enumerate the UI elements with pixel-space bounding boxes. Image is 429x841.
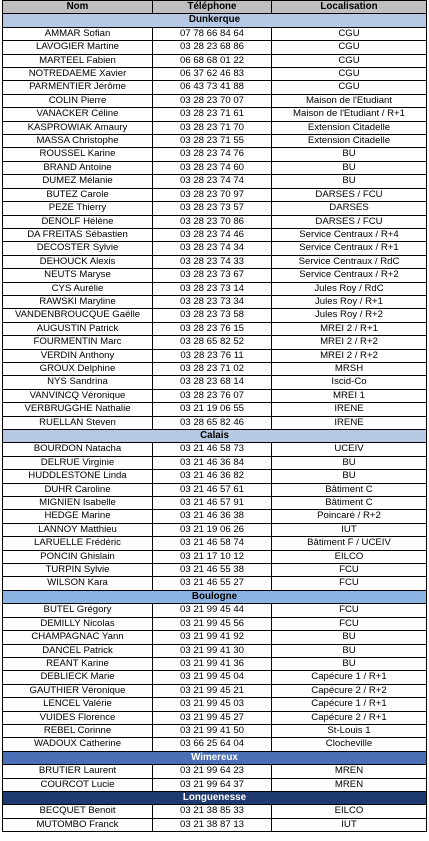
cell-nom: COURCOT Lucie <box>3 778 153 791</box>
cell-localisation: BU <box>272 161 427 174</box>
cell-nom: DA FREITAS Sébastien <box>3 228 153 241</box>
table-row <box>3 684 427 697</box>
cell-localisation: FCU <box>272 564 427 577</box>
cell-localisation: BU <box>272 148 427 161</box>
cell-localisation: FCU <box>272 577 427 590</box>
table-row <box>3 456 427 469</box>
cell-telephone: 03 21 99 45 21 <box>153 684 272 697</box>
cell-telephone: 03 21 19 06 55 <box>153 403 272 416</box>
cell-telephone: 03 21 17 10 12 <box>153 550 272 563</box>
table-row <box>3 698 427 711</box>
table-row <box>3 644 427 657</box>
table-row <box>3 295 427 308</box>
table-row <box>3 322 427 335</box>
cell-nom: AMMAR Sofian <box>3 27 153 40</box>
cell-telephone: 03 21 99 41 30 <box>153 644 272 657</box>
table-row <box>3 497 427 510</box>
table-row <box>3 135 427 148</box>
cell-localisation: Jules Roy / R+2 <box>272 309 427 322</box>
section-row <box>3 590 427 603</box>
cell-nom: LARUELLE Frédéric <box>3 537 153 550</box>
cell-localisation: Capécure 2 / R+2 <box>272 684 427 697</box>
table-row <box>3 805 427 818</box>
table-row <box>3 738 427 751</box>
table-row <box>3 376 427 389</box>
cell-nom: BRUTIER Laurent <box>3 765 153 778</box>
cell-telephone: 06 43 73 41 88 <box>153 81 272 94</box>
table-row <box>3 349 427 362</box>
cell-localisation: CGU <box>272 27 427 40</box>
cell-nom: DENOLF Hélène <box>3 215 153 228</box>
cell-nom: BOURDON Natacha <box>3 443 153 456</box>
table-row <box>3 148 427 161</box>
cell-nom: DECOSTER Sylvie <box>3 242 153 255</box>
cell-nom: MIGNIEN Isabelle <box>3 497 153 510</box>
cell-telephone: 03 28 23 71 55 <box>153 135 272 148</box>
cell-localisation: Iscid-Co <box>272 376 427 389</box>
cell-nom: BUTEZ Carole <box>3 188 153 201</box>
table-row <box>3 108 427 121</box>
table-row <box>3 188 427 201</box>
cell-localisation: BU <box>272 175 427 188</box>
table-row <box>3 68 427 81</box>
cell-nom: NYS Sandrina <box>3 376 153 389</box>
cell-nom: GROUX Delphine <box>3 362 153 375</box>
cell-telephone: 03 28 23 74 60 <box>153 161 272 174</box>
section-title: Calais <box>3 430 427 443</box>
cell-telephone: 03 28 23 73 58 <box>153 309 272 322</box>
table-row <box>3 228 427 241</box>
table-row <box>3 604 427 617</box>
cell-localisation: MREI 1 <box>272 389 427 402</box>
cell-telephone: 03 28 23 70 97 <box>153 188 272 201</box>
cell-localisation: IUT <box>272 818 427 831</box>
header-nom: Nom <box>3 1 153 14</box>
cell-nom: VUIDES Florence <box>3 711 153 724</box>
cell-nom: MARTEEL Fabien <box>3 54 153 67</box>
cell-nom: TURPIN Sylvie <box>3 564 153 577</box>
cell-localisation: BU <box>272 657 427 670</box>
cell-telephone: 03 21 99 45 27 <box>153 711 272 724</box>
cell-telephone: 06 68 68 01 22 <box>153 54 272 67</box>
cell-localisation: Jules Roy / RdC <box>272 282 427 295</box>
cell-localisation: Bâtiment C <box>272 497 427 510</box>
table-row <box>3 564 427 577</box>
cell-nom: VANACKER Céline <box>3 108 153 121</box>
cell-telephone: 03 28 23 68 86 <box>153 41 272 54</box>
table-row <box>3 54 427 67</box>
cell-localisation: MREI 2 / R+1 <box>272 322 427 335</box>
cell-nom: WILSON Kara <box>3 577 153 590</box>
table-row <box>3 577 427 590</box>
cell-nom: DEHOUCK Alexis <box>3 255 153 268</box>
table-row <box>3 550 427 563</box>
cell-telephone: 03 28 23 73 14 <box>153 282 272 295</box>
cell-nom: VANVINCQ Véronique <box>3 389 153 402</box>
section-title: Dunkerque <box>3 14 427 27</box>
cell-localisation: CGU <box>272 68 427 81</box>
cell-telephone: 03 28 23 71 02 <box>153 362 272 375</box>
cell-nom: PEZE Thierry <box>3 202 153 215</box>
cell-localisation: MREN <box>272 765 427 778</box>
cell-telephone: 03 28 23 74 34 <box>153 242 272 255</box>
cell-telephone: 03 28 23 74 46 <box>153 228 272 241</box>
cell-nom: MASSA Christophe <box>3 135 153 148</box>
cell-localisation: Service Centraux / R+1 <box>272 242 427 255</box>
table-row <box>3 161 427 174</box>
cell-telephone: 03 28 23 70 07 <box>153 94 272 107</box>
table-row <box>3 537 427 550</box>
cell-nom: BECQUET Benoit <box>3 805 153 818</box>
cell-localisation: CGU <box>272 41 427 54</box>
table-body <box>3 14 427 832</box>
cell-telephone: 03 21 46 57 61 <box>153 483 272 496</box>
cell-telephone: 03 66 25 64 04 <box>153 738 272 751</box>
table-row <box>3 711 427 724</box>
cell-nom: WADOUX Catherine <box>3 738 153 751</box>
cell-nom: DUMEZ Mélanie <box>3 175 153 188</box>
cell-localisation: Capécure 1 / R+1 <box>272 671 427 684</box>
cell-localisation: Maison de l'Etudiant <box>272 94 427 107</box>
cell-telephone: 03 21 46 55 38 <box>153 564 272 577</box>
header-localisation: Localisation <box>272 1 427 14</box>
cell-telephone: 03 28 23 73 57 <box>153 202 272 215</box>
cell-telephone: 03 28 23 71 70 <box>153 121 272 134</box>
cell-nom: DELRUE Virginie <box>3 456 153 469</box>
section-row <box>3 751 427 764</box>
table-row <box>3 269 427 282</box>
cell-nom: LENCEL Valérie <box>3 698 153 711</box>
table-row <box>3 724 427 737</box>
table-row <box>3 242 427 255</box>
table-row <box>3 175 427 188</box>
table-row <box>3 41 427 54</box>
section-row <box>3 430 427 443</box>
cell-nom: HUDDLESTONE Linda <box>3 470 153 483</box>
table-row <box>3 470 427 483</box>
cell-telephone: 07 78 66 84 64 <box>153 27 272 40</box>
cell-nom: GAUTHIER Véronique <box>3 684 153 697</box>
cell-nom: DEMILLY Nicolas <box>3 617 153 630</box>
cell-localisation: EILCO <box>272 805 427 818</box>
header-row <box>3 1 427 14</box>
cell-localisation: IRENE <box>272 416 427 429</box>
cell-nom: MUTOMBO Franck <box>3 818 153 831</box>
table-row <box>3 121 427 134</box>
table-row <box>3 255 427 268</box>
table-row <box>3 778 427 791</box>
cell-telephone: 03 28 23 73 67 <box>153 269 272 282</box>
table-row <box>3 81 427 94</box>
cell-telephone: 03 21 46 55 27 <box>153 577 272 590</box>
cell-nom: REBEL Corinne <box>3 724 153 737</box>
cell-nom: NOTREDAEME Xavier <box>3 68 153 81</box>
cell-nom: DUHR Caroline <box>3 483 153 496</box>
cell-localisation: Capécure 1 / R+1 <box>272 698 427 711</box>
cell-telephone: 03 21 99 45 03 <box>153 698 272 711</box>
cell-localisation: UCEIV <box>272 443 427 456</box>
cell-nom: BRAND Antoine <box>3 161 153 174</box>
table-row <box>3 443 427 456</box>
cell-localisation: DARSES <box>272 202 427 215</box>
table-row <box>3 94 427 107</box>
cell-localisation: Capécure 2 / R+1 <box>272 711 427 724</box>
cell-telephone: 03 21 46 36 84 <box>153 456 272 469</box>
table-row <box>3 202 427 215</box>
table-row <box>3 483 427 496</box>
cell-localisation: Bâtiment F / UCEIV <box>272 537 427 550</box>
cell-telephone: 03 28 23 74 74 <box>153 175 272 188</box>
table-row <box>3 362 427 375</box>
cell-localisation: IRENE <box>272 403 427 416</box>
section-row <box>3 791 427 804</box>
cell-localisation: EILCO <box>272 550 427 563</box>
contact-table <box>2 0 427 832</box>
cell-localisation: Bâtiment C <box>272 483 427 496</box>
table-row <box>3 510 427 523</box>
cell-localisation: Jules Roy / R+1 <box>272 295 427 308</box>
cell-telephone: 03 21 99 45 04 <box>153 671 272 684</box>
cell-nom: PONCIN Ghislain <box>3 550 153 563</box>
cell-localisation: CGU <box>272 81 427 94</box>
table-row <box>3 336 427 349</box>
cell-localisation: FCU <box>272 604 427 617</box>
cell-nom: REANT Karine <box>3 657 153 670</box>
cell-localisation: BU <box>272 470 427 483</box>
cell-localisation: Service Centraux / RdC <box>272 255 427 268</box>
table-row <box>3 309 427 322</box>
cell-nom: CHAMPAGNAC Yann <box>3 631 153 644</box>
table-row <box>3 215 427 228</box>
cell-telephone: 03 28 23 76 15 <box>153 322 272 335</box>
cell-nom: LANNOY Matthieu <box>3 523 153 536</box>
cell-localisation: BU <box>272 644 427 657</box>
cell-localisation: BU <box>272 456 427 469</box>
cell-localisation: MREI 2 / R+2 <box>272 349 427 362</box>
cell-localisation: BU <box>272 631 427 644</box>
section-title: Longuenesse <box>3 791 427 804</box>
cell-localisation: Service Centraux / R+4 <box>272 228 427 241</box>
cell-nom: VANDENBROUCQUE Gaëlle <box>3 309 153 322</box>
cell-telephone: 03 28 23 76 07 <box>153 389 272 402</box>
cell-nom: NEUTS Maryse <box>3 269 153 282</box>
cell-telephone: 03 28 23 74 33 <box>153 255 272 268</box>
cell-nom: AUGUSTIN Patrick <box>3 322 153 335</box>
cell-localisation: MREN <box>272 778 427 791</box>
table-row <box>3 818 427 831</box>
cell-localisation: Poincaré / R+2 <box>272 510 427 523</box>
table-row <box>3 27 427 40</box>
cell-nom: ROUSSEL Karine <box>3 148 153 161</box>
cell-localisation: FCU <box>272 617 427 630</box>
cell-nom: HEDGE Marine <box>3 510 153 523</box>
table-row <box>3 631 427 644</box>
cell-telephone: 03 28 65 82 52 <box>153 336 272 349</box>
cell-telephone: 03 28 23 73 34 <box>153 295 272 308</box>
table-row <box>3 765 427 778</box>
cell-nom: FOURMENTIN Marc <box>3 336 153 349</box>
table-row <box>3 617 427 630</box>
cell-telephone: 03 21 99 41 36 <box>153 657 272 670</box>
cell-localisation: IUT <box>272 523 427 536</box>
cell-nom: BUTEL Grégory <box>3 604 153 617</box>
table-row <box>3 389 427 402</box>
section-row <box>3 14 427 27</box>
section-title: Wimereux <box>3 751 427 764</box>
cell-localisation: Extension Citadelle <box>272 121 427 134</box>
cell-telephone: 03 21 99 64 23 <box>153 765 272 778</box>
cell-telephone: 03 21 38 87 13 <box>153 818 272 831</box>
cell-nom: DEBLIECK Marie <box>3 671 153 684</box>
cell-localisation: Service Centraux / R+2 <box>272 269 427 282</box>
cell-telephone: 03 21 38 85 33 <box>153 805 272 818</box>
cell-localisation: DARSES / FCU <box>272 215 427 228</box>
cell-telephone: 03 21 99 41 92 <box>153 631 272 644</box>
cell-localisation: Maison de l'Etudiant / R+1 <box>272 108 427 121</box>
cell-telephone: 03 21 99 45 56 <box>153 617 272 630</box>
cell-nom: RUELLAN Steven <box>3 416 153 429</box>
cell-telephone: 03 21 46 58 73 <box>153 443 272 456</box>
table-row <box>3 671 427 684</box>
cell-nom: VERBRUGGHE Nathalie <box>3 403 153 416</box>
cell-telephone: 03 21 46 58 74 <box>153 537 272 550</box>
cell-nom: PARMENTIER Jérôme <box>3 81 153 94</box>
cell-nom: LAVOGIER Martine <box>3 41 153 54</box>
cell-telephone: 03 28 65 82 46 <box>153 416 272 429</box>
cell-localisation: Extension Citadelle <box>272 135 427 148</box>
cell-localisation: MREI 2 / R+2 <box>272 336 427 349</box>
cell-localisation: DARSES / FCU <box>272 188 427 201</box>
cell-telephone: 03 21 46 36 38 <box>153 510 272 523</box>
cell-telephone: 03 21 19 06 26 <box>153 523 272 536</box>
cell-nom: COLIN Pierre <box>3 94 153 107</box>
cell-telephone: 03 28 23 71 61 <box>153 108 272 121</box>
cell-telephone: 06 37 62 46 83 <box>153 68 272 81</box>
cell-telephone: 03 28 23 68 14 <box>153 376 272 389</box>
cell-telephone: 03 21 99 41 50 <box>153 724 272 737</box>
cell-telephone: 03 21 99 64 37 <box>153 778 272 791</box>
header-telephone: Téléphone <box>153 1 272 14</box>
cell-telephone: 03 21 46 36 82 <box>153 470 272 483</box>
cell-nom: VERDIN Anthony <box>3 349 153 362</box>
cell-telephone: 03 21 99 45 44 <box>153 604 272 617</box>
cell-nom: CYS Aurélie <box>3 282 153 295</box>
table-row <box>3 657 427 670</box>
cell-nom: RAWSKI Maryline <box>3 295 153 308</box>
cell-nom: DANCEL Patrick <box>3 644 153 657</box>
table-row <box>3 282 427 295</box>
cell-localisation: MRSH <box>272 362 427 375</box>
table-row <box>3 416 427 429</box>
table-row <box>3 523 427 536</box>
cell-telephone: 03 28 23 76 11 <box>153 349 272 362</box>
cell-localisation: St-Louis 1 <box>272 724 427 737</box>
cell-nom: KASPROWIAK Amaury <box>3 121 153 134</box>
cell-localisation: Clocheville <box>272 738 427 751</box>
cell-telephone: 03 28 23 70 86 <box>153 215 272 228</box>
table-row <box>3 403 427 416</box>
cell-telephone: 03 28 23 74 76 <box>153 148 272 161</box>
section-title: Boulogne <box>3 590 427 603</box>
cell-telephone: 03 21 46 57 91 <box>153 497 272 510</box>
cell-localisation: CGU <box>272 54 427 67</box>
